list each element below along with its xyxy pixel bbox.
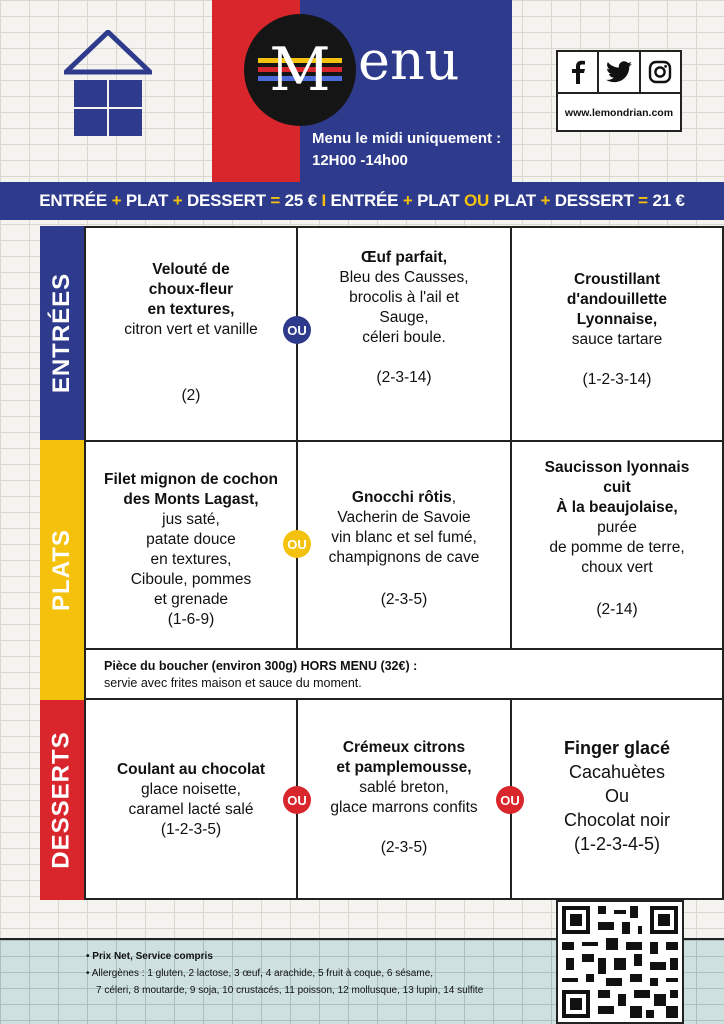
formula-entree: ENTRÉE bbox=[39, 191, 108, 210]
menu-item-plat-2 bbox=[296, 440, 512, 650]
allergen-codes: (1-2-3-14) bbox=[582, 371, 652, 388]
ou-word: OU bbox=[463, 191, 490, 210]
formula-dessert: DESSERT bbox=[554, 191, 634, 210]
menu-item-dessert-1 bbox=[84, 698, 298, 900]
allergen-codes: (1-2-3-4-5) bbox=[573, 834, 661, 854]
dish-description: Ciboule, pommes bbox=[130, 571, 252, 588]
dish-title: Gnocchi rôtis bbox=[351, 489, 452, 506]
dish-description: en textures, bbox=[150, 551, 232, 568]
dish-title: Coulant au chocolat bbox=[116, 761, 266, 778]
ou-badge-plats: OU bbox=[283, 530, 311, 558]
menu-item-plat-1 bbox=[84, 440, 298, 650]
ou-badge-entrees: OU bbox=[283, 316, 311, 344]
plus-sign: + bbox=[402, 191, 413, 210]
house-icon bbox=[64, 30, 152, 138]
dish-description: choux vert bbox=[581, 559, 653, 576]
dish-title: en textures, bbox=[147, 301, 235, 318]
allergen-codes: (2-14) bbox=[596, 601, 638, 618]
special-butcher-cut bbox=[84, 648, 724, 700]
menu-item-dessert-2 bbox=[296, 698, 512, 900]
menu-item-entree-3 bbox=[510, 226, 724, 442]
lunch-hours bbox=[312, 128, 512, 172]
formula-plat: PLAT bbox=[125, 191, 169, 210]
dish-description: Vacherin de Savoie bbox=[337, 509, 471, 526]
dish-title: cuit bbox=[603, 479, 631, 496]
section-bar-desserts bbox=[40, 700, 84, 900]
facebook-icon[interactable] bbox=[558, 52, 599, 92]
dish-title: Crémeux citrons bbox=[342, 739, 466, 756]
ou-badge-desserts-1: OU bbox=[283, 786, 311, 814]
dish-title: et pamplemousse, bbox=[336, 759, 472, 776]
allergen-codes: (2-3-5) bbox=[380, 591, 428, 608]
footer-notes bbox=[86, 948, 546, 999]
section-bar-plats bbox=[40, 440, 84, 700]
dish-description: champignons de cave bbox=[328, 549, 480, 566]
separator: I bbox=[321, 191, 327, 210]
formula-entree: ENTRÉE bbox=[330, 191, 399, 210]
dish-title: d'andouillette bbox=[566, 291, 668, 308]
ou-badge-desserts-2: OU bbox=[496, 786, 524, 814]
dish-title: Finger glacé bbox=[563, 738, 671, 758]
special-title: Pièce du boucher (environ 300g) HORS MENU (32€) : bbox=[104, 659, 418, 673]
qr-code-box[interactable] bbox=[556, 900, 684, 1024]
plus-sign: + bbox=[172, 191, 183, 210]
dish-description: Ou bbox=[604, 786, 629, 806]
menu-item-plat-3 bbox=[510, 440, 724, 650]
menu-item-entree-2 bbox=[296, 226, 512, 442]
section-label-plats: PLATS bbox=[48, 529, 76, 611]
dish-title: des Monts Lagast, bbox=[123, 491, 259, 508]
dish-description: sablé breton, bbox=[359, 779, 449, 796]
special-description: servie avec frites maison et sauce du moment. bbox=[104, 676, 362, 690]
dish-title-line bbox=[352, 488, 456, 508]
dish-description: patate douce bbox=[146, 531, 236, 548]
dish-title: Velouté de bbox=[152, 261, 230, 278]
dish-description: et grenade bbox=[153, 591, 229, 608]
lunch-hours-time: 12H00 -14h00 bbox=[312, 152, 408, 169]
dish-description: glace noisette, bbox=[141, 781, 241, 798]
dish-title: Lyonnaise, bbox=[576, 311, 658, 328]
dish-description: vin blanc et sel fumé, bbox=[331, 529, 477, 546]
social-links-box bbox=[556, 50, 682, 132]
allergen-codes: (2-3-14) bbox=[376, 369, 432, 386]
section-label-desserts: DESSERTS bbox=[48, 731, 75, 869]
price-full-menu: 25 € bbox=[284, 191, 317, 210]
price-formula-bar bbox=[0, 182, 724, 220]
dish-description: Chocolat noir bbox=[563, 810, 671, 830]
section-label-entrees: ENTRÉES bbox=[48, 272, 76, 394]
dish-description: citron vert et vanille bbox=[124, 321, 258, 338]
dish-description: jus saté, bbox=[162, 511, 220, 528]
logo-text-enu: enu bbox=[358, 29, 460, 92]
allergen-codes: (1-2-3-5) bbox=[160, 821, 222, 838]
allergen-legend-1: • Allergènes : 1 gluten, 2 lactose, 3 œuf, 4 arachide, 5 fruit à coque, 6 sésame, bbox=[86, 968, 434, 979]
twitter-icon[interactable] bbox=[599, 52, 640, 92]
dish-description: céleri boule. bbox=[362, 329, 446, 346]
dish-description: glace marrons confits bbox=[330, 799, 478, 816]
formula-plat: PLAT bbox=[493, 191, 536, 210]
dish-description: caramel lacté salé bbox=[128, 801, 254, 818]
allergen-codes: (1-6-9) bbox=[167, 611, 215, 628]
dish-description: brocolis à l'ail et bbox=[349, 289, 459, 306]
instagram-icon[interactable] bbox=[641, 52, 680, 92]
equals-sign: = bbox=[270, 191, 281, 210]
dish-title: À la beaujolaise, bbox=[556, 499, 678, 516]
dish-title: Saucisson lyonnais bbox=[544, 459, 690, 476]
dish-description: sauce tartare bbox=[571, 331, 663, 348]
allergen-codes: (2-3-5) bbox=[380, 839, 428, 856]
allergen-codes: (2) bbox=[181, 387, 201, 404]
section-bar-entrees bbox=[40, 226, 84, 440]
dish-title-suffix: , bbox=[451, 489, 457, 506]
menu-item-dessert-3 bbox=[510, 698, 724, 900]
dish-description: Sauge, bbox=[379, 309, 429, 326]
dish-description: Cacahuètes bbox=[568, 762, 666, 782]
formula-dessert: DESSERT bbox=[186, 191, 266, 210]
plus-sign: + bbox=[540, 191, 551, 210]
equals-sign: = bbox=[638, 191, 648, 210]
plus-sign: + bbox=[111, 191, 122, 210]
price-note: • Prix Net, Service compris bbox=[86, 951, 213, 962]
formula-plat: PLAT bbox=[417, 191, 460, 210]
allergen-legend-2: 7 céleri, 8 moutarde, 9 soja, 10 crustacés, 11 poisson, 12 mollusque, 13 lupin, 14 sulfite bbox=[96, 985, 484, 996]
qr-code-icon[interactable] bbox=[558, 902, 682, 1022]
dish-title: Croustillant bbox=[573, 271, 661, 288]
logo-letter-m: M bbox=[269, 35, 331, 105]
dish-title: Œuf parfait, bbox=[360, 249, 448, 266]
price-two-courses: 21 € bbox=[652, 191, 685, 210]
menu-item-entree-1 bbox=[84, 226, 298, 442]
dish-title: choux-fleur bbox=[148, 281, 234, 298]
website-link[interactable]: www.lemondrian.com bbox=[564, 107, 674, 119]
dish-description: Bleu des Causses, bbox=[339, 269, 469, 286]
dish-title: Filet mignon de cochon bbox=[104, 471, 278, 488]
lunch-hours-label: Menu le midi uniquement : bbox=[312, 130, 502, 147]
dish-description: purée bbox=[597, 519, 637, 536]
dish-description: de pomme de terre, bbox=[549, 539, 685, 556]
